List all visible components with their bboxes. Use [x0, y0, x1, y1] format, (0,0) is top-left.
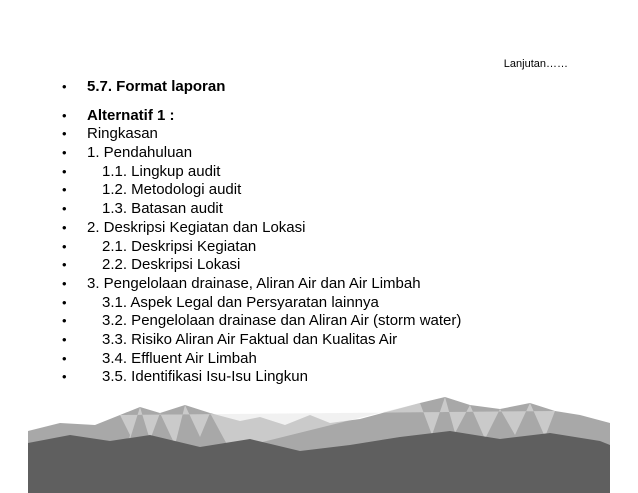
bullet-icon: • [62, 350, 67, 366]
mountain-landscape-image [0, 395, 638, 493]
bullet-icon: • [62, 294, 67, 310]
list-item-text: 2.1. Deskripsi Kegiatan [102, 237, 257, 255]
bullet-icon: • [62, 313, 67, 329]
list-item-text: 5.7. Format laporan [87, 78, 226, 95]
bullet-icon: • [62, 331, 67, 347]
list-item-text: 3. Pengelolaan drainase, Aliran Air dan Air Limbah [87, 274, 421, 292]
bullet-icon: • [62, 182, 67, 198]
continued-label: Lanjutan…… [503, 58, 568, 70]
list-item-text: 3.1. Aspek Legal dan Persyaratan lainnya [102, 293, 379, 311]
list-item-text: 3.4. Effluent Air Limbah [102, 349, 257, 367]
bullet-icon: • [62, 163, 67, 179]
bullet-icon: • [62, 201, 67, 217]
bullet-icon: • [62, 126, 67, 142]
list-item-text: Alternatif 1 : [87, 106, 175, 124]
bullet-icon: • [62, 275, 67, 291]
bullet-icon: • [62, 219, 67, 235]
bullet-icon: • [62, 145, 67, 161]
bullet-icon: • [62, 369, 67, 385]
list-item-text: 1. Pendahuluan [87, 144, 193, 162]
list-item-text: 2. Deskripsi Kegiatan dan Lokasi [87, 218, 306, 236]
list-item-text: 1.2. Metodologi audit [102, 181, 242, 199]
bullet-icon: • [62, 238, 67, 254]
list-item-text: Ringkasan [87, 125, 158, 143]
list-item-text: 1.3. Batasan audit [102, 200, 223, 218]
list-item-text: 3.3. Risiko Aliran Air Faktual dan Kualitas Air [102, 330, 398, 348]
bullet-icon: • [62, 107, 67, 123]
list-item-text: 1.1. Lingkup audit [102, 162, 221, 180]
bullet-icon: • [62, 79, 67, 94]
bullet-icon: • [62, 257, 67, 273]
list-item-text: 3.2. Pengelolaan drainase dan Aliran Air (storm water) [102, 312, 462, 330]
list-item-text: 2.2. Deskripsi Lokasi [102, 256, 241, 274]
list-item-text: 3.5. Identifikasi Isu-Isu Lingkun [102, 368, 308, 386]
